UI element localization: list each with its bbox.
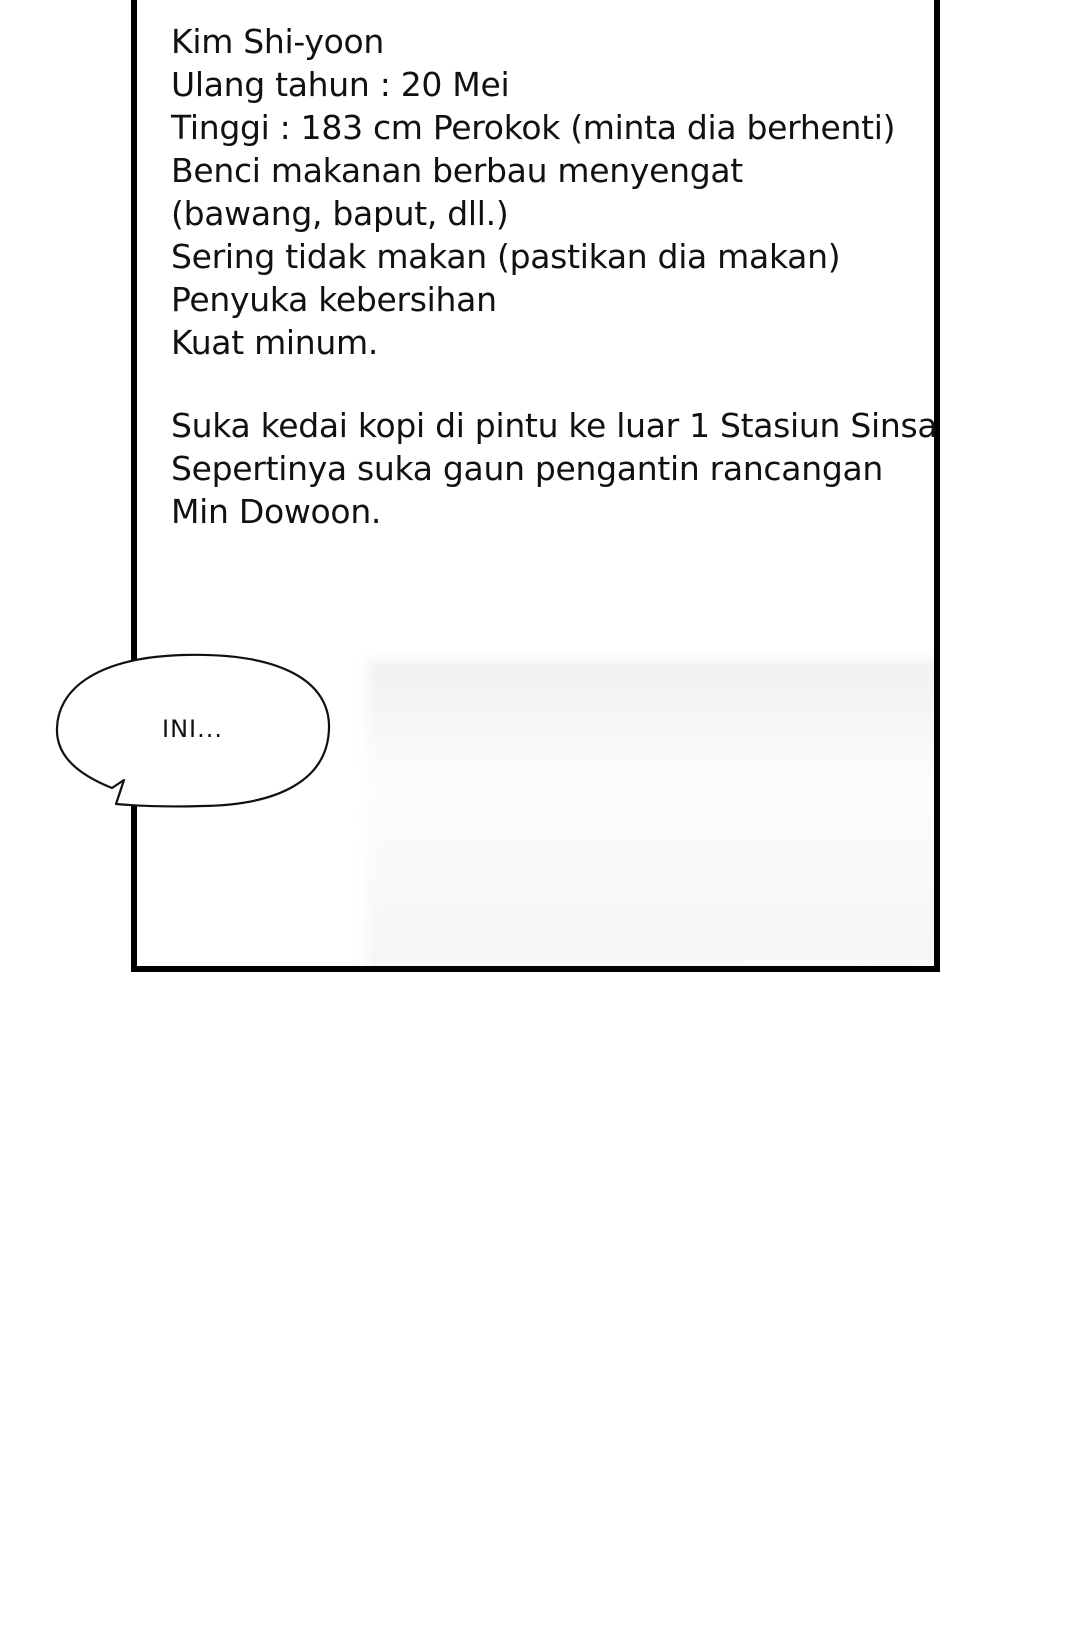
speech-bubble-text: INI... — [162, 715, 223, 743]
panel-border-fade — [437, 960, 940, 966]
note-line: Kim Shi-yoon — [171, 22, 385, 61]
note-line: Kuat minum. — [171, 323, 379, 362]
profile-note — [171, 20, 951, 533]
panel-shading — [367, 660, 940, 972]
note-line: Min Dowoon. — [171, 492, 382, 531]
paragraph-gap — [171, 364, 951, 404]
note-line: Penyuka kebersihan — [171, 280, 497, 319]
note-line: Suka kedai kopi di pintu ke luar 1 Stasiun Sinsa — [171, 406, 938, 445]
note-line: Benci makanan berbau menyengat — [171, 151, 743, 190]
note-line: Ulang tahun : 20 Mei — [171, 65, 510, 104]
note-line: (bawang, baput, dll.) — [171, 194, 509, 233]
note-line: Sering tidak makan (pastikan dia makan) — [171, 237, 841, 276]
note-line: Tinggi : 183 cm Perokok (minta dia berhenti) — [171, 108, 896, 147]
note-line: Sepertinya suka gaun pengantin rancangan — [171, 449, 884, 488]
